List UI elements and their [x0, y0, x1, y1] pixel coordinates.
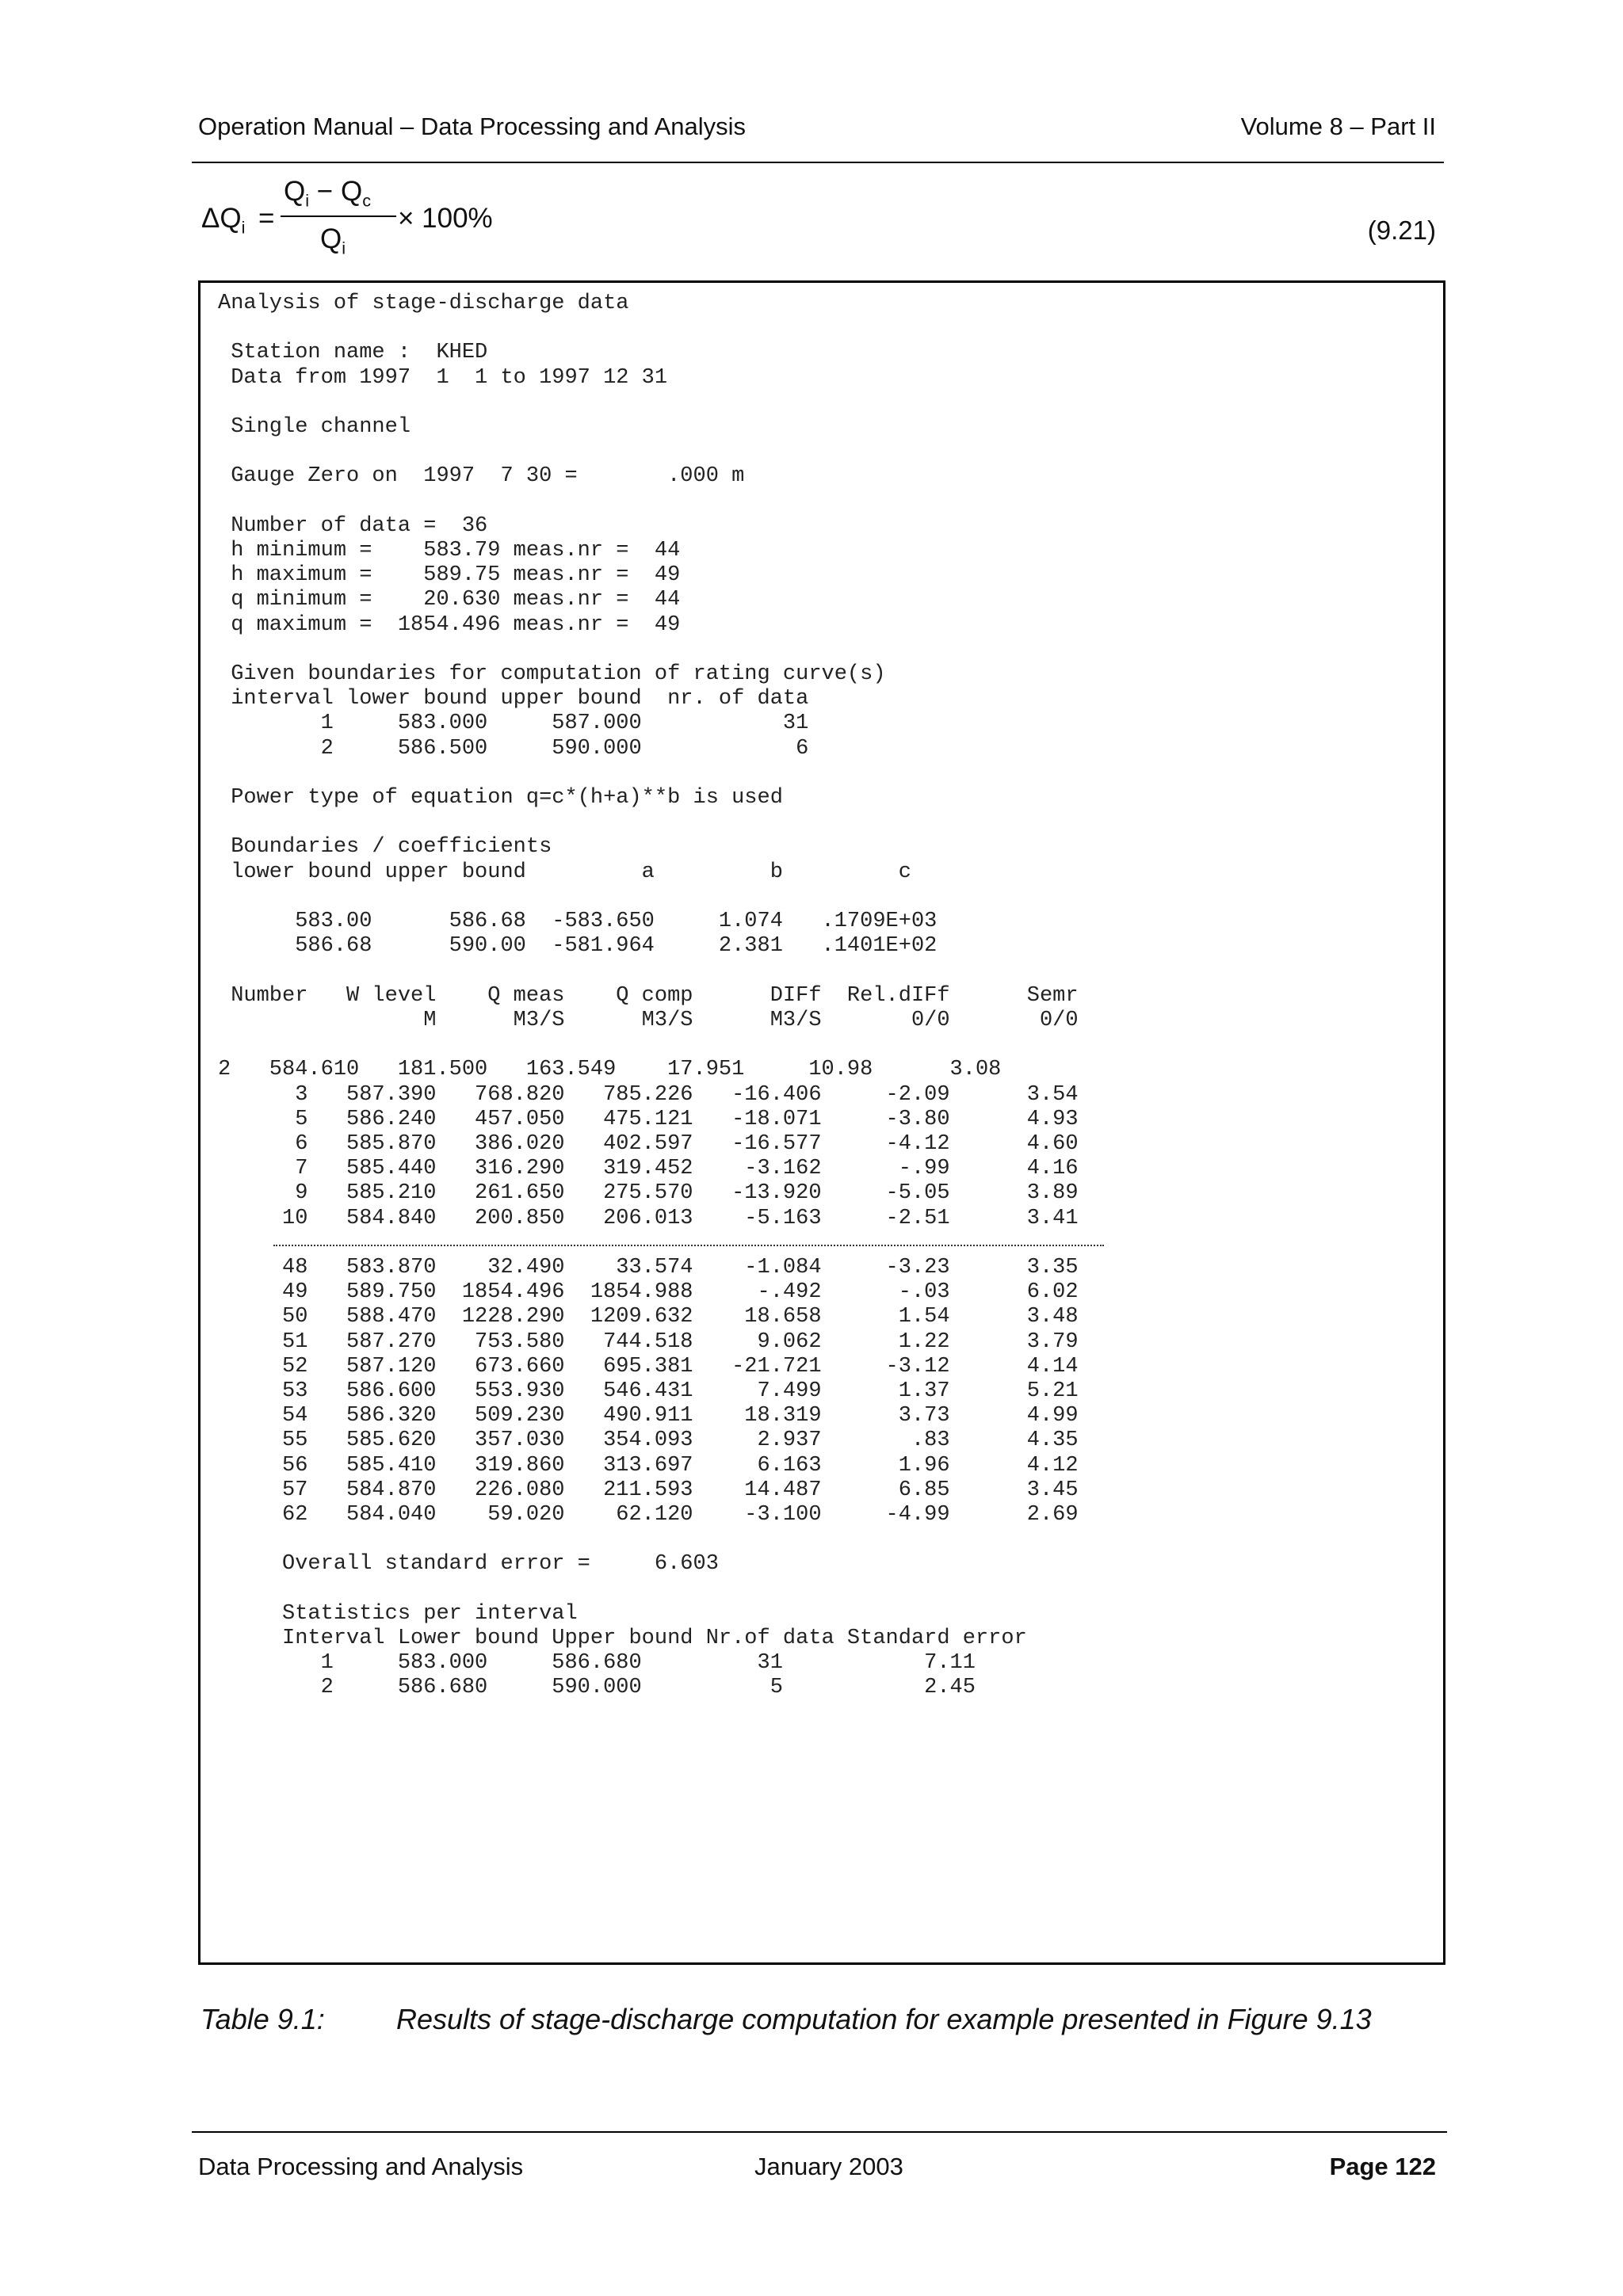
output-line: 56 585.410 319.860 313.697 6.163 1.96 4.12 — [218, 1453, 1079, 1478]
output-line: 53 586.600 553.930 546.431 7.499 1.37 5.21 — [218, 1379, 1079, 1403]
formula-equals: = — [258, 203, 275, 234]
output-line: 1 583.000 586.680 31 7.11 — [218, 1651, 976, 1676]
output-line: Number W level Q meas Q comp DIFf Rel.dIFf Semr — [218, 983, 1079, 1008]
output-line: 9 585.210 261.650 275.570 -13.920 -5.05 3.89 — [218, 1181, 1079, 1206]
formula-denominator: $Q_i$ — [320, 223, 346, 258]
table-caption-label: Table 9.1: — [200, 2003, 325, 2035]
stage-discharge-output — [218, 292, 1079, 1701]
output-line: 48 583.870 32.490 33.574 -1.084 -3.23 3.35 — [218, 1255, 1079, 1280]
output-line: 2 584.610 181.500 163.549 17.951 10.98 3.08 — [218, 1058, 1002, 1082]
formula-lhs: $\Delta Q_i$ — [201, 203, 246, 238]
output-line: 2 586.680 590.000 5 2.45 — [218, 1676, 976, 1700]
output-line: q maximum = 1854.496 meas.nr = 49 — [218, 612, 681, 637]
footer-title: Data Processing and Analysis — [198, 2153, 524, 2180]
output-line: Overall standard error = 6.603 — [218, 1552, 719, 1577]
output-line: 6 585.870 386.020 402.597 -16.577 -4.12 4.60 — [218, 1131, 1079, 1156]
output-line: Boundaries / coefficients — [218, 835, 552, 860]
output-line: q minimum = 20.630 meas.nr = 44 — [218, 588, 681, 612]
output-line: 52 587.120 673.660 695.381 -21.721 -3.12 4.14 — [218, 1354, 1079, 1379]
footer-date: January 2003 — [754, 2153, 903, 2180]
output-line: 49 589.750 1854.496 1854.988 -.492 -.03 6.02 — [218, 1280, 1079, 1305]
output-line: M M3/S M3/S M3/S 0/0 0/0 — [218, 1008, 1079, 1032]
output-line: 57 584.870 226.080 211.593 14.487 6.85 3.45 — [218, 1478, 1079, 1502]
header-title: Operation Manual – Data Processing and Analysis — [198, 113, 747, 140]
header-rule — [192, 162, 1444, 163]
output-line: 5 586.240 457.050 475.121 -18.071 -3.80 4.93 — [218, 1107, 1079, 1131]
output-line: 2 586.500 590.000 6 — [218, 736, 809, 761]
output-line: 51 587.270 753.580 744.518 9.062 1.22 3.79 — [218, 1329, 1079, 1354]
output-line: 54 586.320 509.230 490.911 18.319 3.73 4.99 — [218, 1404, 1079, 1428]
dotted-separator — [273, 1245, 1104, 1246]
formula-numerator: $Q_i - Q_c$ — [284, 176, 372, 211]
output-line: 55 585.620 357.030 354.093 2.937 .83 4.35 — [218, 1428, 1079, 1453]
page-number: Page 122 — [1329, 2153, 1436, 2180]
output-line: h minimum = 583.79 meas.nr = 44 — [218, 539, 681, 563]
output-line: Given boundaries for computation of rating curve(s) — [218, 662, 886, 687]
output-line: Interval Lower bound Upper bound Nr.of data Standard error — [218, 1626, 1027, 1650]
table-caption-text: Results of stage-discharge computation for example presented in Figure 9.13 — [396, 2003, 1372, 2035]
output-line: 62 584.040 59.020 62.120 -3.100 -4.99 2.69 — [218, 1502, 1079, 1527]
output-line: 10 584.840 200.850 206.013 -5.163 -2.51 3.41 — [218, 1206, 1079, 1230]
output-line: 50 588.470 1228.290 1209.632 18.658 1.54 3.48 — [218, 1305, 1079, 1329]
footer-rule — [192, 2131, 1447, 2133]
fraction-bar — [281, 215, 396, 217]
formula-times-100: × 100% — [398, 203, 493, 234]
output-line: Power type of equation q=c*(h+a)**b is used — [218, 786, 783, 810]
output-line: interval lower bound upper bound nr. of data — [218, 687, 809, 711]
equation-number: (9.21) — [1367, 215, 1436, 245]
output-line: Statistics per interval — [218, 1601, 578, 1626]
output-line: Data from 1997 1 1 to 1997 12 31 — [218, 365, 668, 390]
output-line: 1 583.000 587.000 31 — [218, 711, 809, 736]
output-line: 7 585.440 316.290 319.452 -3.162 -.99 4.16 — [218, 1157, 1079, 1181]
output-line: h maximum = 589.75 meas.nr = 49 — [218, 563, 681, 588]
output-line: 586.68 590.00 -581.964 2.381 .1401E+02 — [218, 934, 938, 959]
output-line: Analysis of stage-discharge data — [218, 292, 629, 315]
output-line: lower bound upper bound a b c — [218, 860, 911, 884]
output-line: Single channel — [218, 415, 411, 440]
output-line: 3 587.390 768.820 785.226 -16.406 -2.09 3.54 — [218, 1082, 1079, 1107]
header-volume: Volume 8 – Part II — [1240, 113, 1436, 140]
output-line: Gauge Zero on 1997 7 30 = .000 m — [218, 464, 745, 489]
output-line: Number of data = 36 — [218, 513, 488, 538]
output-line: Station name : KHED — [218, 341, 488, 365]
output-line: 583.00 586.68 -583.650 1.074 .1709E+03 — [218, 910, 938, 934]
